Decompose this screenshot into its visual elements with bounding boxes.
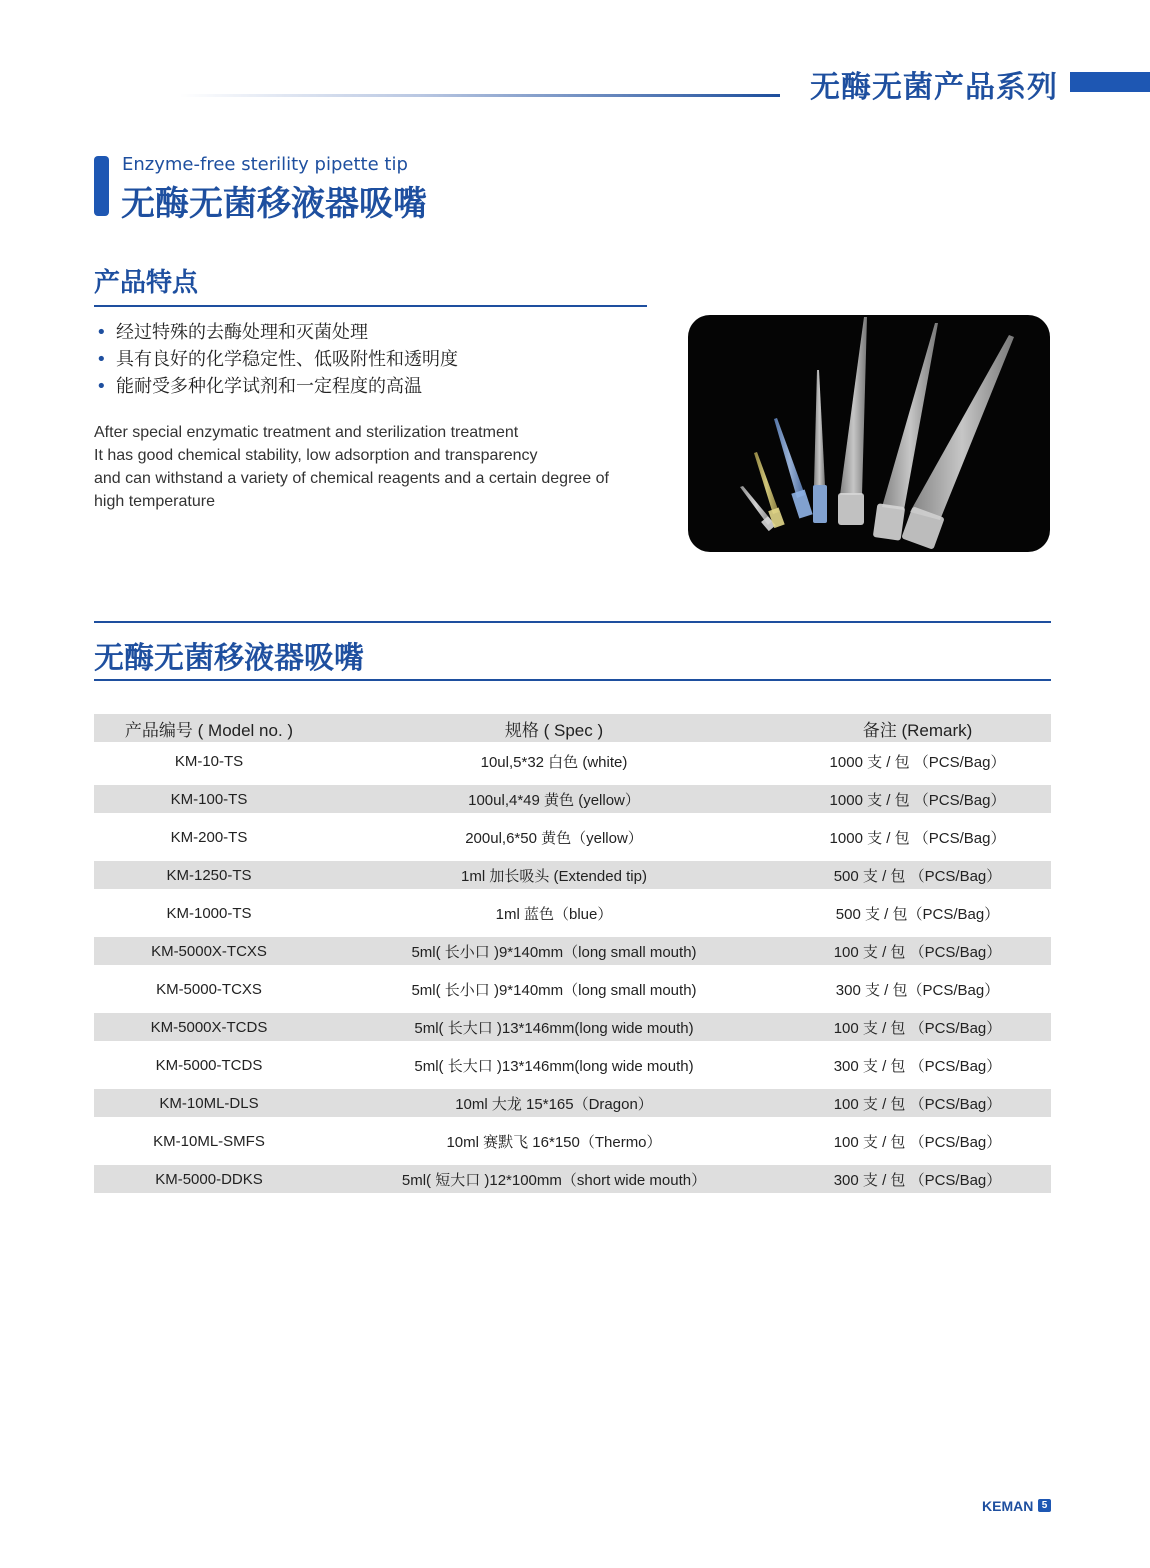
spec-cell: 100ul,4*49 黄色 (yellow） — [468, 791, 640, 809]
table-row — [94, 1084, 1051, 1122]
model-cell: KM-5000-DDKS — [155, 1170, 263, 1188]
model-cell: KM-5000X-TCDS — [150, 1018, 268, 1036]
table-row — [94, 1160, 1051, 1198]
title-accent-bar — [94, 156, 109, 216]
table-row — [94, 1008, 1051, 1046]
spec-cell: 5ml( 长小口 )9*140mm（long small mouth) — [411, 981, 697, 999]
table-row — [94, 1122, 1051, 1160]
remark-cell: 100 支 / 包 （PCS/Bag） — [833, 943, 1002, 961]
remark-cell: 100 支 / 包 （PCS/Bag） — [833, 1019, 1002, 1037]
remark-cell: 300 支 / 包（PCS/Bag） — [835, 981, 1000, 999]
spec-cell: 10ml 赛默飞 16*150（Thermo） — [446, 1133, 662, 1151]
spec-cell: 5ml( 长大口 )13*146mm(long wide mouth) — [414, 1057, 694, 1075]
remark-cell: 100 支 / 包 （PCS/Bag） — [833, 1095, 1002, 1113]
features-heading: 产品特点 — [94, 268, 199, 298]
page-number: 5 — [1038, 1499, 1051, 1512]
tip-1ml-blue — [774, 418, 805, 498]
header-gradient-rule — [180, 94, 780, 97]
table-section-rule-top — [94, 621, 1051, 623]
feature-item — [96, 346, 458, 373]
remark-cell: 1000 支 / 包 （PCS/Bag） — [829, 829, 1006, 847]
product-title-en: Enzyme-free sterility pipette tip — [122, 154, 408, 175]
feature-text: 经过特殊的去酶处理和灭菌处理 — [116, 322, 368, 343]
remark-cell: 1000 支 / 包 （PCS/Bag） — [829, 753, 1006, 771]
spec-cell: 5ml( 长小口 )9*140mm（long small mouth) — [411, 943, 697, 961]
table-header-row — [94, 714, 1051, 742]
product-table — [94, 714, 1051, 1198]
description-line: and can withstand a variety of chemical reagents and a certain degree of — [94, 470, 609, 487]
bullet-icon: • — [96, 376, 107, 397]
footer-brand: KEMAN — [982, 1498, 1034, 1514]
table-row — [94, 1046, 1051, 1084]
model-cell: KM-100-TS — [170, 790, 248, 808]
feature-description — [94, 421, 654, 513]
table-row — [94, 894, 1051, 932]
column-header-remark: 备注 (Remark) — [862, 720, 973, 740]
spec-cell: 1ml 加长吸头 (Extended tip) — [461, 867, 647, 885]
header-accent-block — [1070, 72, 1150, 92]
bullet-icon: • — [96, 349, 107, 370]
table-row — [94, 818, 1051, 856]
table-row — [94, 970, 1051, 1008]
pipette-tips-photo — [688, 315, 1050, 552]
spec-cell: 10ml 大龙 15*165（Dragon） — [455, 1095, 653, 1113]
model-cell: KM-5000X-TCXS — [151, 942, 267, 960]
model-cell: KM-5000-TCDS — [155, 1056, 263, 1074]
remark-cell: 1000 支 / 包 （PCS/Bag） — [829, 791, 1006, 809]
column-header-model: 产品编号 ( Model no. ) — [124, 720, 294, 740]
table-section-heading: 无酶无菌移液器吸嘴 — [94, 641, 364, 676]
series-title: 无酶无菌产品系列 — [810, 70, 1058, 105]
tip-extended — [814, 370, 825, 485]
pipette-tips-illustration — [688, 315, 1050, 552]
spec-cell: 5ml( 短大口 )12*100mm（short wide mouth） — [401, 1171, 707, 1189]
spec-cell: 200ul,6*50 黄色（yellow） — [465, 829, 643, 847]
tip-5ml — [840, 317, 867, 495]
feature-list — [96, 319, 458, 400]
remark-cell: 500 支 / 包（PCS/Bag） — [835, 905, 1000, 923]
spec-cell: 1ml 蓝色（blue） — [495, 905, 613, 923]
model-cell: KM-10ML-SMFS — [153, 1132, 265, 1150]
remark-cell: 300 支 / 包 （PCS/Bag） — [833, 1057, 1002, 1075]
remark-cell: 500 支 / 包 （PCS/Bag） — [833, 867, 1002, 885]
feature-text: 能耐受多种化学试剂和一定程度的高温 — [116, 376, 422, 397]
model-cell: KM-10-TS — [174, 752, 244, 770]
table-row — [94, 742, 1051, 780]
spec-cell: 5ml( 长大口 )13*146mm(long wide mouth) — [414, 1019, 694, 1037]
table-section-rule-bottom — [94, 679, 1051, 681]
features-rule — [94, 305, 647, 307]
table-row — [94, 780, 1051, 818]
column-header-spec: 规格 ( Spec ) — [504, 720, 604, 740]
remark-cell: 300 支 / 包 （PCS/Bag） — [833, 1171, 1002, 1189]
model-cell: KM-200-TS — [170, 828, 248, 846]
description-line: After special enzymatic treatment and sterilization treatment — [94, 424, 519, 441]
model-cell: KM-1000-TS — [166, 904, 252, 922]
table-row — [94, 932, 1051, 970]
product-title-cn: 无酶无菌移液器吸嘴 — [121, 184, 427, 224]
feature-item — [96, 319, 458, 346]
model-cell: KM-5000-TCXS — [156, 980, 262, 998]
spec-cell: 10ul,5*32 白色 (white) — [480, 753, 628, 771]
model-cell: KM-1250-TS — [166, 866, 252, 884]
table-body — [94, 742, 1051, 1198]
feature-text: 具有良好的化学稳定性、低吸附性和透明度 — [116, 349, 458, 370]
feature-item — [96, 373, 458, 400]
description-line: It has good chemical stability, low adsorption and transparency — [94, 447, 538, 464]
remark-cell: 100 支 / 包 （PCS/Bag） — [833, 1133, 1002, 1151]
model-cell: KM-10ML-DLS — [159, 1094, 259, 1112]
description-line: high temperature — [94, 493, 215, 510]
bullet-icon: • — [96, 322, 107, 343]
table-row — [94, 856, 1051, 894]
